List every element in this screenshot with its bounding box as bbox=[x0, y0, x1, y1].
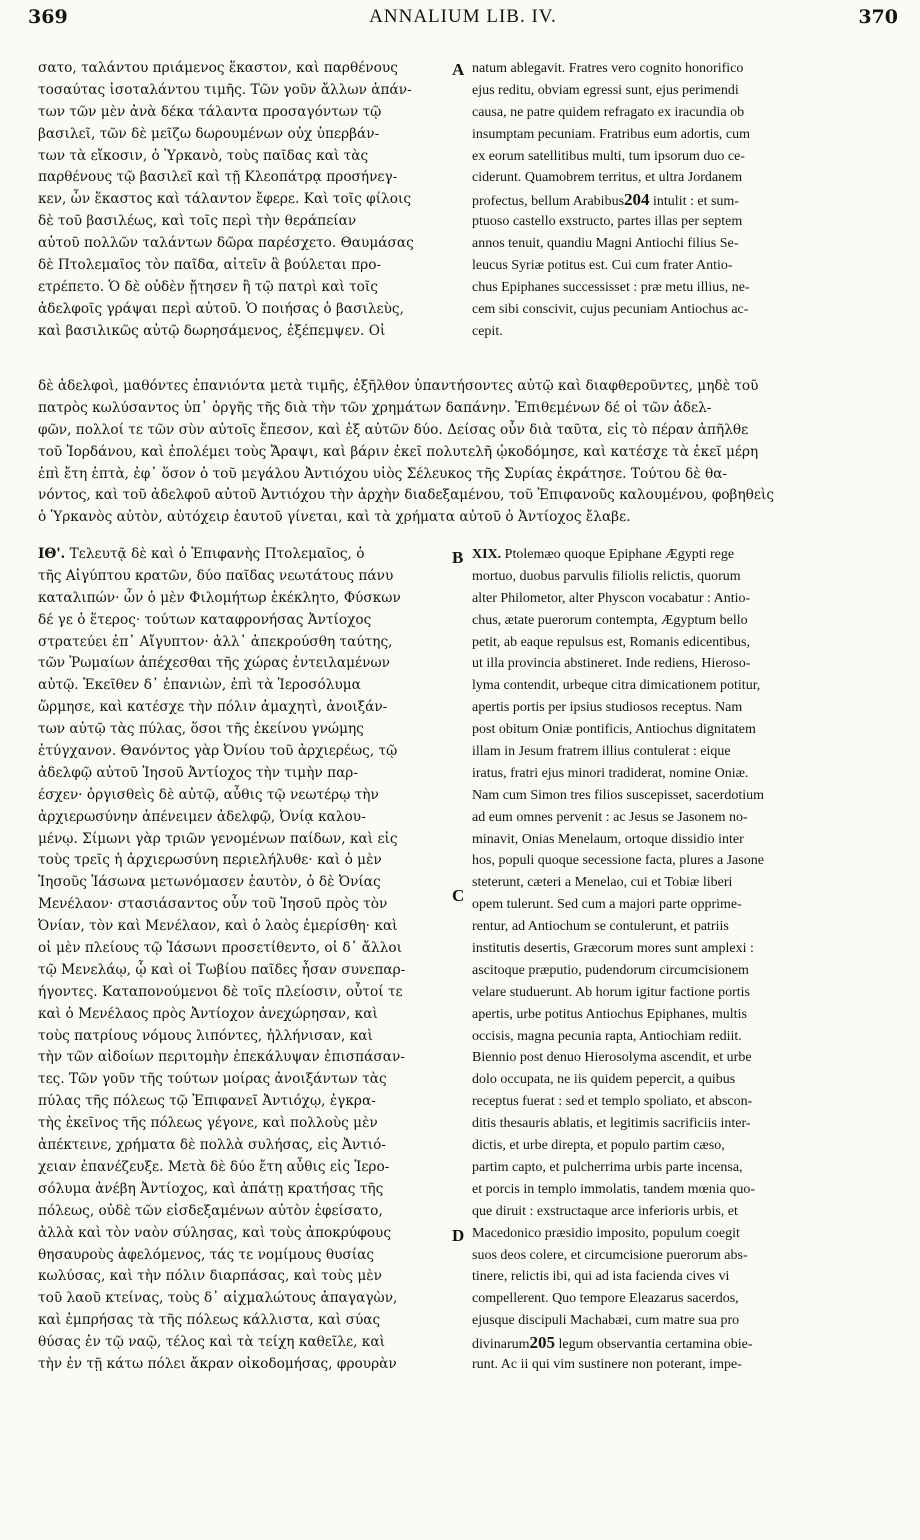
text-line: ἀπέκτεινε, χρήματα δὲ πολλὰ συλήσας, εἰς Ἀντιό- bbox=[38, 1137, 386, 1154]
text-line: ἐτύγχανον. Θανόντος γὰρ Ὀνίου τοῦ ἀρχιερέως, τῷ bbox=[38, 743, 398, 760]
text-line: ut illa provincia abstineret. Inde rediens, Hieroso- bbox=[472, 656, 751, 672]
text-line: causa, ne patre quidem refragato ex iracundia ob bbox=[472, 104, 745, 120]
text-line: δὲ Πτολεμαῖος τὸν παῖδα, αἰτεῖν ἃ βούλεται προ- bbox=[38, 257, 382, 274]
text-line: ἀδελφοῖς γράψαι περὶ αὐτοῦ. Ὁ ποιήσας ὁ βασιλεὺς, bbox=[38, 300, 404, 317]
text-line: steterunt, cæteri a Menelao, cui et Tobiæ liberi bbox=[472, 875, 733, 891]
text-line: opem tulerunt. Sed cum a majori parte opprime- bbox=[472, 897, 742, 913]
text-line-start: profectus, bellum Arabibus bbox=[472, 194, 625, 210]
text-line: petit, ab eaque repulsus est, Romanis edicentibus, bbox=[472, 634, 750, 650]
text-line: δὲ ἀδελφοὶ, μαθόντες ἐπανιόντα μετὰ τιμῆς, ἐξῆλθον ὑπαντήσοντες αὐτῷ καὶ διαφθεροῦντες, μηδὲ τοῦ bbox=[38, 378, 759, 394]
text-line: receptus fuerat : sed et templo spoliato, et abscon- bbox=[472, 1094, 753, 1110]
text-line: Biennio post denuo Hierosolyma ascendit, et urbe bbox=[472, 1050, 752, 1066]
text-line: hos, populi quoque secessione facta, plures a Jasone bbox=[472, 853, 764, 869]
text-line: suos deos colere, et circumcisione puerorum abs- bbox=[472, 1247, 748, 1263]
text-line: κωλύσας, καὶ τὴν πόλιν διαρπάσας, καὶ τοὺς μὲν bbox=[38, 1268, 382, 1285]
text-line: runt. Ac ii qui vim sustinere non poterant, impe- bbox=[472, 1356, 742, 1372]
text-line: καταλιπών· ὧν ὁ μὲν Φιλομήτωρ ἐκέκλητο, Φύσκων bbox=[38, 589, 401, 606]
text-line: τὴν τῶν αἰδοίων περιτομὴν ἐπεκάλυψαν ἐπισπάσαν- bbox=[38, 1049, 405, 1066]
text-line: φῶν, πολλοί τε τῶν σὺν αὐτοῖς ἔπεσον, καὶ ἐξ αὐτῶν δύο. Δείσας οὖν διὰ ταῦτα, εἰς τὸ πέραν ἀπῆλθε bbox=[38, 421, 749, 438]
text-line: et porcis in templo immolatis, tandem mœnia quo- bbox=[472, 1181, 756, 1197]
text-line: institutis desertis, Græcorum mores sunt amplexi : bbox=[472, 941, 754, 957]
text-line: velare studuerunt. Ab horum igitur factione portis bbox=[472, 984, 750, 1000]
text-line: βασιλεῖ, τῶν δὲ μεῖζω δωρουμένων οὐχ ὑπερβάν- bbox=[38, 125, 380, 142]
text-line: των τὰ εἴκοσιν, ὁ Ὑρκανὸ, τοὺς παῖδας καὶ τὰς bbox=[38, 147, 369, 164]
text-line: iratus, fratri ejus minori tradiderat, nomine Oniæ. bbox=[472, 765, 749, 781]
text-line: νόντος, καὶ τοῦ ἀδελφοῦ αὐτοῦ Ἀντιόχου τὴν ἀρχὴν διαδεξαμένου, τοῦ Ἐπιφανοῦς καλουμένου, φοβηθεὶς bbox=[38, 487, 775, 504]
running-header bbox=[28, 6, 898, 36]
text-line: χειαν ἐπανέζευξε. Μετὰ δὲ δύο ἔτη αὖθις εἰς Ἱερο- bbox=[38, 1158, 390, 1175]
text-line: ἀλλὰ καὶ τὸν ναὸν σύλησας, καὶ τοὺς ἀποκρύφους bbox=[38, 1224, 392, 1241]
text-line: cem sibi conscivit, cujus pecuniam Antiochus ac- bbox=[472, 301, 749, 317]
text-line: τες. Τῶν γοῦν τῆς τούτων μοίρας ἀνοιξάντων τὰς bbox=[38, 1071, 387, 1088]
text-line: natum ablegavit. Fratres vero cognito honorifico bbox=[472, 61, 744, 76]
latin-column-top bbox=[472, 58, 896, 343]
running-title: ANNALIUM LIB. IV. bbox=[369, 6, 557, 27]
text-line: ετρέπετο. Ὁ δὲ οὐδὲν ᾔτησεν ἢ τῷ πατρὶ καὶ τοῖς bbox=[38, 278, 378, 295]
text-line: minavit, Onias Menelaum, ortoque dissidio inter bbox=[472, 831, 744, 847]
latin-column-bottom bbox=[472, 544, 896, 1376]
text-line: ήγοντες. Καταπονούμενοι δὲ τοῖς πλείοσιν, οὗτοί τε bbox=[38, 983, 403, 1000]
greek-column-top bbox=[38, 58, 456, 343]
text-line: ἐπὶ ἔτη ἑπτὰ, ἐφ᾽ ὅσον ὁ τοῦ μεγάλου Ἀντιόχου υἱὸς Σέλευκος τῆς Συρίας ἐκράτησε. Τούτου δὲ θα- bbox=[38, 465, 728, 482]
text-line: ex eorum satellitibus multi, tum ipsorum duo ce- bbox=[472, 148, 745, 164]
text-line: dictis, et urbe direpta, et populo partim cæso, bbox=[472, 1138, 725, 1154]
text-line: Ἰησοῦς Ἰάσωνα μετωνόμασεν ἑαυτὸν, ὁ δὲ Ὀνίας bbox=[38, 874, 381, 891]
page-number-left: 369 bbox=[28, 6, 68, 28]
text-line: κεν, ὧν ἕκαστος καὶ τάλαντον ἔφερε. Καὶ τοῖς φίλοις bbox=[38, 191, 412, 208]
text-line: οἱ μὲν πλείους τῷ Ἰάσωνι προσετίθεντο, οἱ δ᾽ ἄλλοι bbox=[38, 940, 402, 957]
page-number-right: 370 bbox=[858, 6, 898, 28]
text-line: αὐτῷ. Ἐκεῖθεν δ᾽ ἐπανιὼν, ἐπὶ τὰ Ἱεροσόλυμα bbox=[38, 677, 361, 694]
column-number: 205 bbox=[529, 1333, 556, 1353]
text-line: μένῳ. Σίμωνι γὰρ τριῶν γενομένων παίδων, καὶ εἰς bbox=[38, 830, 398, 847]
text-line: τὴν ἐν τῇ κάτω πόλει ἄκραν οἰκοδομήσας, φρουρὰν bbox=[38, 1355, 397, 1372]
text-line: τοὺς πατρίους νόμους λιπόντες, ἡλλήνισαν, καὶ bbox=[38, 1027, 373, 1044]
text-line-rest: Ptolemæo quoque Epiphane Ægypti rege bbox=[501, 547, 735, 562]
text-line: τοῦ λαοῦ κτείνας, τοὺς δ᾽ αἰχμαλώτους ἀπαγαγὼν, bbox=[38, 1290, 398, 1307]
text-line: illam in Jesum fratrem illius contulerat : eique bbox=[472, 744, 731, 760]
text-line: rentur, ad Antiochum se contulerunt, et patriis bbox=[472, 919, 729, 935]
section-marker-c: C bbox=[452, 886, 465, 905]
text-line: ejus reditu, obviam egressi sunt, ejus perimendi bbox=[472, 82, 739, 98]
text-line: que diruit : exstructaque arce inferioris urbis, et bbox=[472, 1203, 738, 1219]
text-line: ascitoque præputio, pudendorum circumcisionem bbox=[472, 962, 749, 978]
text-line: mortuo, duobus parvulis filiolis relictis, quorum bbox=[472, 568, 741, 584]
text-line bbox=[472, 544, 896, 566]
text-line: ὁ Ὑρκανὸς αὐτὸν, αὐτόχειρ ἑαυτοῦ γίνεται, καὶ τὰ χρήματα αὐτοῦ ὁ Ἀντίοχος ἔλαβε. bbox=[38, 509, 631, 526]
text-line: chus, ætate puerorum contempta, Ægyptum bello bbox=[472, 612, 748, 628]
text-line: apertis, urbe potitus Antiochus Epiphanes, multis bbox=[472, 1006, 747, 1022]
text-line: σατο, ταλάντου πριάμενος ἕκαστον, καὶ παρθένους bbox=[38, 60, 398, 76]
text-line: Μενέλαον· στασιάσαντος οὖν τοῦ Ἰησοῦ πρὸς τὸν bbox=[38, 896, 388, 913]
text-line: post obitum Oniæ pontificis, Antiochus dignitatem bbox=[472, 722, 756, 738]
section-marker-d: D bbox=[452, 1226, 465, 1245]
text-line: ptuoso castello exstructo, partes illas per septem bbox=[472, 214, 743, 230]
text-line: ἀρχιερωσύνην ἀπένειμεν ἀδελφῷ, Ὀνίᾳ καλου- bbox=[38, 808, 366, 825]
text-line: καὶ βασιλικῶς αὐτῷ δωρησάμενος, ἐξέπεμψεν. Οἱ bbox=[38, 322, 386, 339]
section-marker-b: B bbox=[452, 548, 464, 567]
text-line: των αὐτῷ τὰς πύλας, ὅσοι τῆς ἐκείνου γνώμης bbox=[38, 721, 364, 738]
text-line: καὶ ἐμπρήσας τὰ τῆς πόλεως κάλλιστα, καὶ σύας bbox=[38, 1312, 381, 1329]
text-line: ditis thesauris ablatis, et legitimis sacrificiis inter- bbox=[472, 1116, 751, 1132]
text-line: θύσας ἐν τῷ ναῷ, τέλος καὶ τὰ τείχη καθεῖλε, καὶ bbox=[38, 1334, 385, 1351]
text-line: τῆς Αἰγύπτου κρατῶν, δύο παῖδας νεωτάτους πάνυ bbox=[38, 567, 394, 584]
text-line: ciderunt. Quamobrem territus, et ultra Jordanem bbox=[472, 170, 743, 186]
text-line: τοὺς τρεῖς ἡ ἀρχιερωσύνη περιελήλυθε· καὶ ὁ μὲν bbox=[38, 852, 382, 869]
text-line: έσχεν· ὀργισθεὶς δὲ αὐτῷ, αὖθις τῷ νεωτέρῳ τὴν bbox=[38, 786, 379, 803]
text-line: Nam cum Simon tres filios suscepisset, sacerdotium bbox=[472, 787, 765, 803]
text-line: πύλας τῆς πόλεως τῷ Ἐπιφανεῖ Ἀντιόχῳ, ἐγκρα- bbox=[38, 1093, 376, 1110]
text-line bbox=[472, 1332, 896, 1354]
text-line: τὴς ἐκεῖνος τῆς πόλεως γέγονε, καὶ πολλοὺς μὲν bbox=[38, 1115, 378, 1132]
text-line: occisis, magna pecunia rapta, Antiochiam rediit. bbox=[472, 1028, 742, 1044]
text-line: tinere, relictis ibi, qui ad ista facienda cives vi bbox=[472, 1269, 730, 1285]
text-line: στρατεύει ἐπ᾽ Αἴγυπτον· ἀλλ᾽ ἀπεκρούσθη ταύτης, bbox=[38, 633, 393, 650]
text-line: σόλυμα ἀνέβη Ἀντίοχος, καὶ ἀπάτῃ κρατήσας τῆς bbox=[38, 1180, 384, 1197]
text-line-start: divinarum bbox=[472, 1337, 530, 1353]
text-line: παρθένους τῷ βασιλεῖ καὶ τῇ Κλεοπάτρᾳ προσήνεγ- bbox=[38, 169, 398, 186]
text-line bbox=[472, 189, 896, 211]
section-number-latin: XIX. bbox=[472, 547, 502, 562]
greek-column-bottom bbox=[38, 544, 456, 1376]
text-line: apertis portis per ipsius studiosos receptus. Nam bbox=[472, 700, 743, 716]
text-line-tail: intulit : et sum- bbox=[649, 194, 739, 210]
text-line: πόλεως, οὐδὲ τῶν εἰσδεξαμένων αὐτὸν ἐφείσατο, bbox=[38, 1202, 383, 1219]
text-line bbox=[38, 544, 456, 566]
text-line: πατρὸς κωλύσαντος ὑπ᾽ ὀργῆς τῆς διὰ τὴν τῶν χρημάτων δαπάνην. Ἐπιθεμένων δέ οἱ τῶν ἀδελ- bbox=[38, 399, 712, 416]
text-line: ad eum omnes pervenit : ac Jesus se Jasonem no- bbox=[472, 809, 748, 825]
text-line-tail: legum observantia certamina obie- bbox=[555, 1337, 753, 1353]
text-line: Macedonico præsidio imposito, populum coegit bbox=[472, 1225, 740, 1241]
text-line: lyma contendit, urbeque citra dimicationem potitur, bbox=[472, 678, 761, 694]
section-marker-a: A bbox=[452, 60, 465, 79]
column-number: 204 bbox=[624, 190, 650, 210]
text-line: καὶ ὁ Μενέλαος πρὸς Ἀντίοχον ἀνεχώρησαν, καὶ bbox=[38, 1005, 378, 1022]
text-line: chus Epiphanes successisset : præ metu illius, ne- bbox=[472, 279, 750, 295]
text-line: compellerent. Quo tempore Eleazarus sacerdos, bbox=[472, 1291, 739, 1307]
greek-full-width-text bbox=[38, 376, 896, 529]
text-line: των τῶν μὲν ἀνὰ δέκα τάλαντα προσαγόντων τῷ bbox=[38, 103, 382, 120]
text-line: δέ γε ὁ ἕτερος· τούτων καταφρονήσας Ἀντίοχος bbox=[38, 611, 372, 628]
text-line: leucus Syriæ potitus est. Cui cum frater Antio- bbox=[472, 258, 733, 274]
text-line: δὲ τοῦ βασιλέως, καὶ τοῖς περὶ τὴν θεράπείαν bbox=[38, 213, 357, 230]
text-line: ἀδελφῷ αὐτοῦ Ἰησοῦ Ἀντίοχος τὴν τιμὴν παρ- bbox=[38, 764, 358, 781]
text-line: θησαυροὺς ἀφελόμενος, τάς τε νομίμους θυσίας bbox=[38, 1246, 375, 1263]
text-line: τοσαύτας ἰσοταλάντου τιμῆς. Τῶν γοῦν ἄλλων ἁπάν- bbox=[38, 81, 412, 98]
text-line: τοῦ Ἰορδάνου, καὶ ἐπολέμει τοὺς Ἄραψι, καὶ βάριν ἐκεῖ πολυτελῆ ᾠκοδόμησε, καὶ κατέσχε τὰ ἐκεῖ μέρη bbox=[38, 443, 759, 460]
text-line: cepit. bbox=[472, 323, 503, 339]
text-line: annos tenuit, quandiu Magni Antiochi filius Se- bbox=[472, 236, 739, 252]
text-line-rest: Τελευτᾷ δὲ καὶ ὁ Ἐπιφανὴς Πτολεμαῖος, ὁ bbox=[65, 546, 365, 562]
text-line: dolo occupata, ne iis quidem pepercit, a quibus bbox=[472, 1072, 736, 1088]
text-line: τῶν Ῥωμαίων ἀπέχεσθαι τῆς χώρας ἐντειλαμένων bbox=[38, 655, 390, 672]
text-line: αὐτοῦ πολλῶν ταλάντων δῶρα παρέσχετο. Θαυμάσας bbox=[38, 235, 414, 252]
text-line: alter Philometor, alter Physcon vocabatur : Antio- bbox=[472, 590, 751, 606]
text-line: ejusque discipuli Machabæi, cum matre sua pro bbox=[472, 1313, 740, 1329]
text-line: partim capto, et pulcherrima urbis parte incensa, bbox=[472, 1159, 743, 1175]
text-line: Ὀνίαν, τὸν καὶ Μενέλαον, καὶ ὁ λαὸς ἐμερίσθη· καὶ bbox=[38, 918, 398, 935]
text-line: ὥρμησε, καὶ κατέσχε τὴν πόλιν ἀμαχητὶ, ἀνοιξάν- bbox=[38, 699, 388, 716]
text-line: insumptam pecuniam. Fratribus eum adortis, cum bbox=[472, 126, 751, 142]
section-number-greek: ΙΘ'. bbox=[38, 546, 66, 562]
text-line: τῷ Μενελάῳ, ᾧ καὶ οἱ Τωβίου παῖδες ἦσαν συνεπαρ- bbox=[38, 961, 406, 978]
